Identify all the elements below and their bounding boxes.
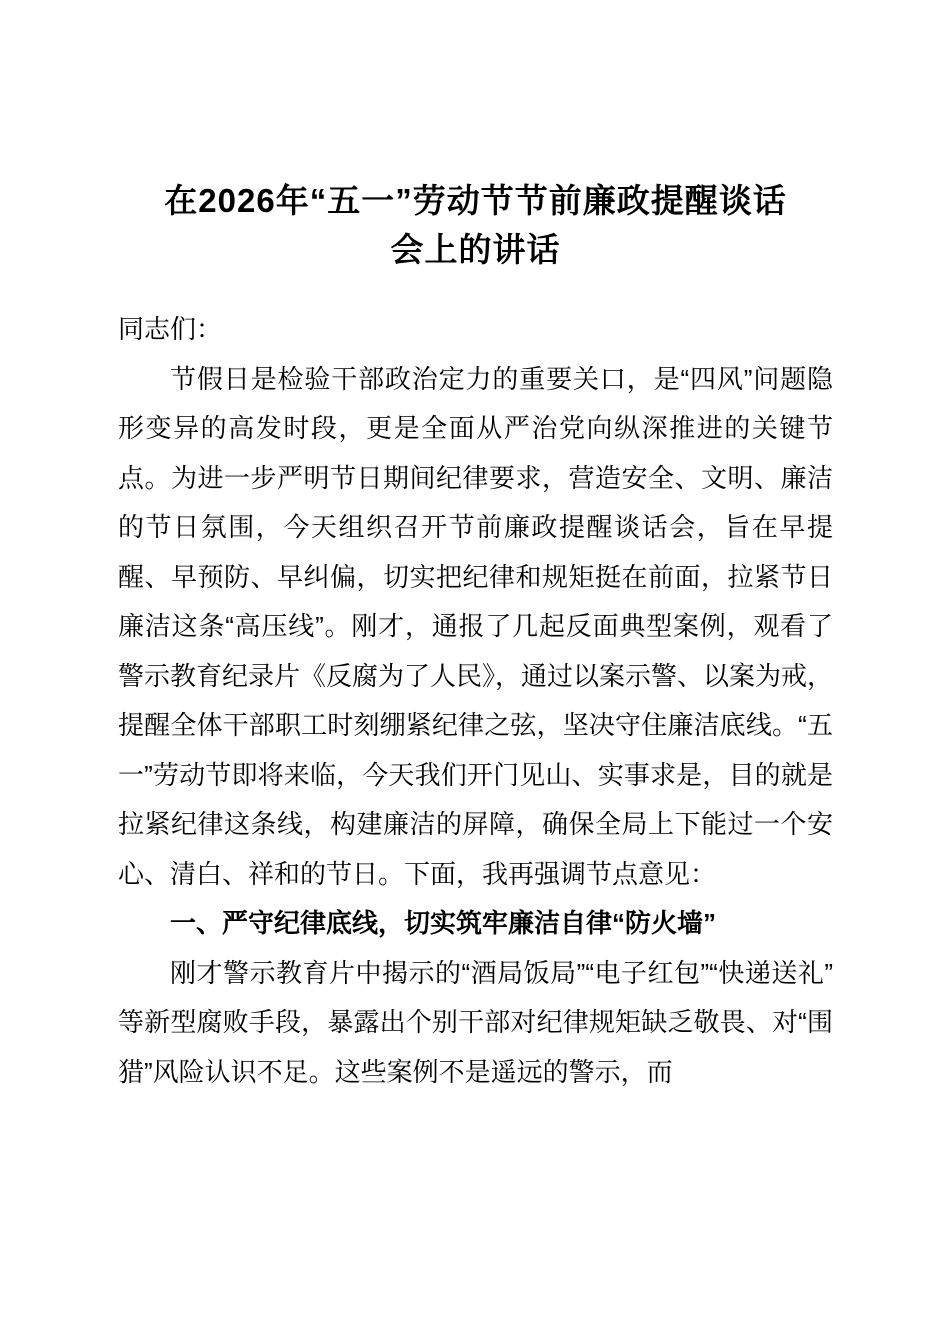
document-title	[118, 176, 833, 274]
document-title-line-2: 会上的讲话	[390, 231, 561, 268]
paragraph-opening: 节假日是检验干部政治定力的重要关口，是“四风”问题隐形变异的高发时段，更是全面从严治党向纵深推进的关键节点。为进一步严明节日期间纪律要求，营造安全、文明、廉洁的节日氛围，今天组织召开节前廉政提醒谈话会，旨在早提醒、早预防、早纠偏，切实把纪律和规矩挺在前面，拉紧节日廉洁这条“高压线”。刚才，通报了几起反面典型案例，观看了警示教育纪录片《反腐为了人民》，通过以案示警、以案为戒，提醒全体干部职工时刻绷紧纪律之弦，坚决守住廉洁底线。“五一”劳动节即将来临，今天我们开门见山、实事求是，目的就是拉紧纪律这条线，构建廉洁的屏障，确保全局上下能过一个安心、清白、祥和的节日。下面，我再强调节点意见：	[118, 363, 834, 889]
salutation: 同志们：	[118, 314, 223, 344]
paragraph-section-1-body: 刚才警示教育片中揭示的“酒局饭局”“电子红包”“快递送礼”等新型腐败手段，暴露出个别干部对纪律规矩缺乏敬畏、对“围猎”风险认识不足。这些案例不是遥远的警示，而	[118, 957, 833, 1087]
document-title-line-1: 在2026年“五一”劳动节节前廉政提醒谈话	[164, 182, 787, 219]
section-heading-1: 一、严守纪律底线，切实筑牢廉洁自律“防火墙”	[170, 908, 717, 938]
